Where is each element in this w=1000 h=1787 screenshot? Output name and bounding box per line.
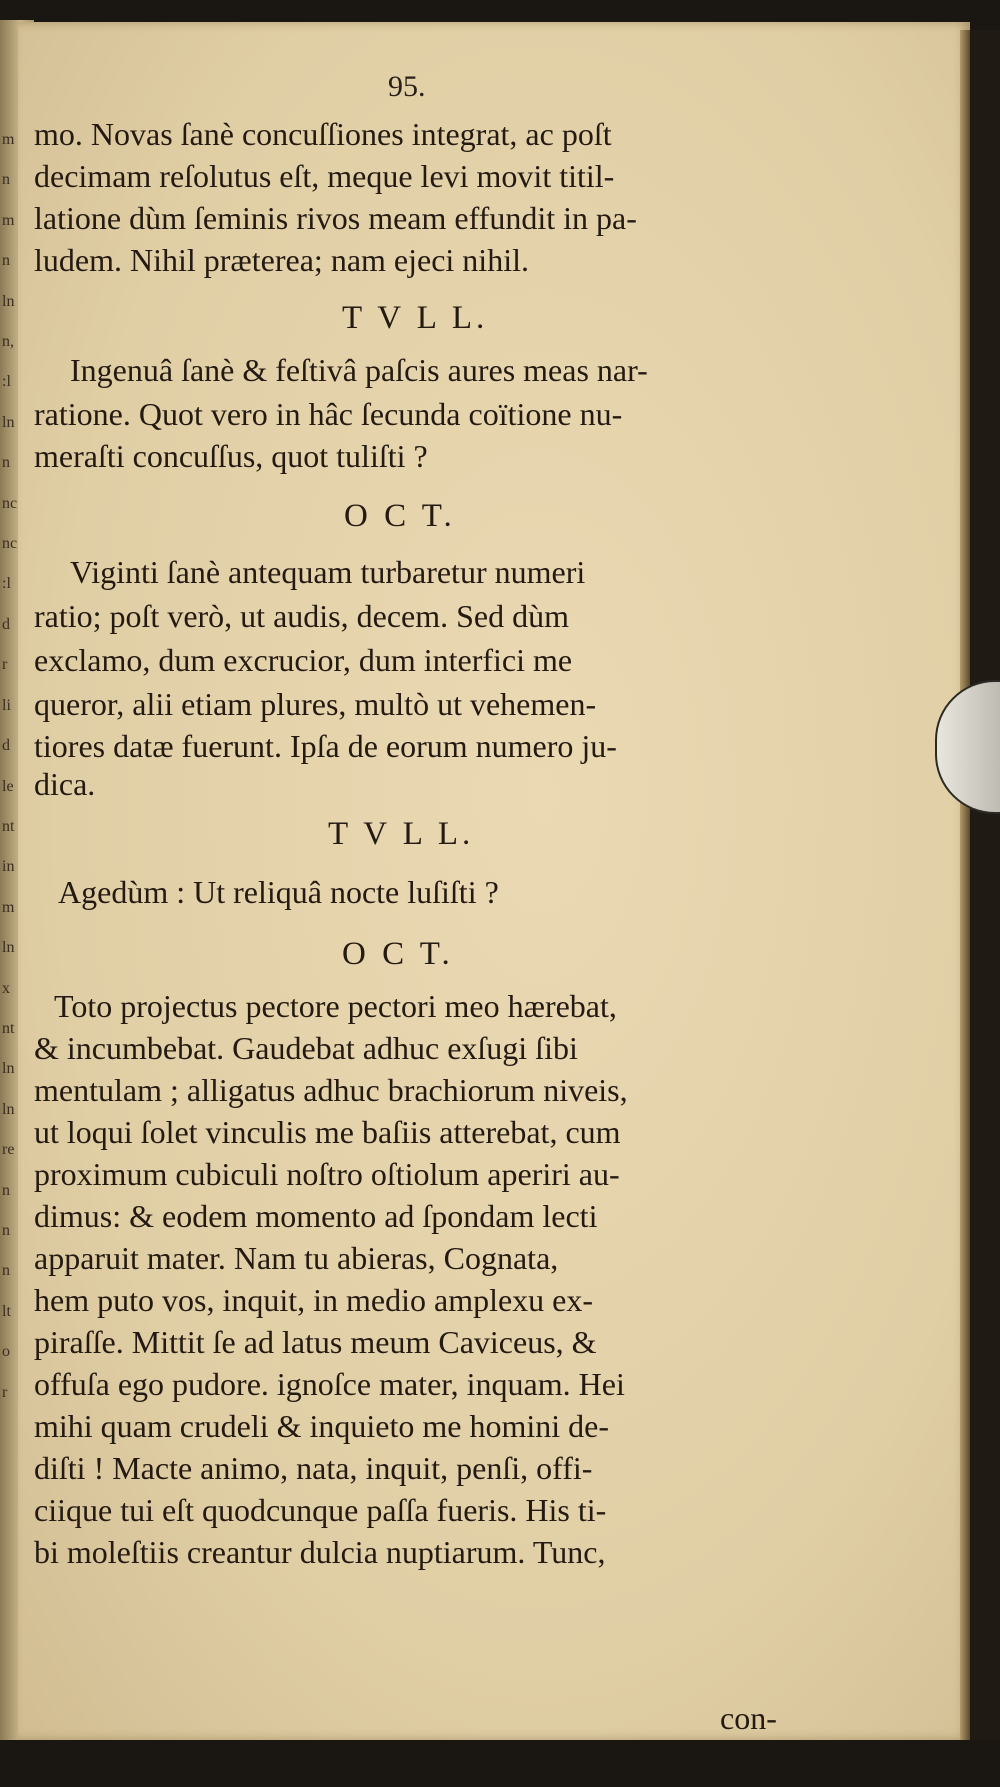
text-line: exclamo, dum excrucior, dum interfici me bbox=[34, 642, 573, 678]
text-line: mentulam ; alligatus adhuc brachiorum niveis, bbox=[34, 1072, 628, 1108]
text-line: Toto projectus pectore pectori meo hærebat, bbox=[54, 988, 617, 1024]
text-line: Viginti ſanè antequam turbaretur numeri bbox=[70, 554, 586, 590]
text-line: & incumbebat. Gaudebat adhuc exſugi ſibi bbox=[34, 1030, 578, 1066]
previous-page-margin-text: m n m n ln n, :l ln n nc nc :l d r li d le nt in m ln x nt ln ln re n n n lt o r bbox=[2, 131, 18, 1401]
text-line: Ingenuâ ſanè & feſtivâ paſcis aures meas nar- bbox=[70, 352, 648, 388]
text-line: ludem. Nihil præterea; nam ejeci nihil. bbox=[34, 242, 529, 278]
speaker-heading-oct: O C T. bbox=[342, 936, 454, 972]
text-line: ratio; poſt verò, ut audis, decem. Sed dùm bbox=[34, 598, 569, 634]
text-line: dica. bbox=[34, 766, 96, 802]
text-line: diſti ! Macte animo, nata, inquit, penſi, offi- bbox=[34, 1450, 593, 1486]
text-line: offuſa ego pudore. ignoſce mater, inquam. Hei bbox=[34, 1366, 625, 1402]
text-line: mihi quam crudeli & inquieto me homini de- bbox=[34, 1408, 609, 1444]
bottom-background bbox=[0, 1740, 1000, 1787]
page-number: 95. bbox=[388, 70, 426, 103]
text-line: proximum cubiculi noſtro oſtiolum aperiri au- bbox=[34, 1156, 620, 1192]
text-line: ut loqui ſolet vinculis me baſiis atterebat, cum bbox=[34, 1114, 621, 1150]
text-line: meraſti concuſſus, quot tuliſti ? bbox=[34, 438, 428, 474]
text-line: ratione. Quot vero in hâc ſecunda coïtione nu- bbox=[34, 396, 623, 432]
speaker-heading-tull: T V L L. bbox=[328, 816, 475, 852]
text-line: bi moleſtiis creantur dulcia nuptiarum. Tunc, bbox=[34, 1534, 606, 1570]
text-line: mo. Novas ſanè concuſſiones integrat, ac poſt bbox=[34, 116, 612, 152]
text-line: latione dùm ſeminis rivos meam effundit in pa- bbox=[34, 200, 637, 236]
speaker-heading-tull: T V L L. bbox=[342, 300, 489, 336]
text-line: apparuit mater. Nam tu abieras, Cognata, bbox=[34, 1240, 559, 1276]
page-right-edge bbox=[960, 30, 970, 1740]
catchword: con- bbox=[720, 1700, 777, 1736]
text-line: queror, alii etiam plures, multò ut vehemen- bbox=[34, 686, 597, 722]
text-line: ciique tui eſt quodcunque paſſa fueris. His ti- bbox=[34, 1492, 607, 1528]
text-line: tiores datæ fuerunt. Ipſa de eorum numero ju- bbox=[34, 728, 617, 764]
text-line: dimus: & eodem momento ad ſpondam lecti bbox=[34, 1198, 598, 1234]
text-line: piraſſe. Mittit ſe ad latus meum Caviceus, & bbox=[34, 1324, 597, 1360]
speaker-heading-oct: O C T. bbox=[344, 498, 456, 534]
text-line: Agedùm : Ut reliquâ nocte luſiſti ? bbox=[58, 874, 499, 910]
text-line: decimam reſolutus eſt, meque levi movit titil- bbox=[34, 158, 615, 194]
text-line: hem puto vos, inquit, in medio amplexu ex- bbox=[34, 1282, 594, 1318]
